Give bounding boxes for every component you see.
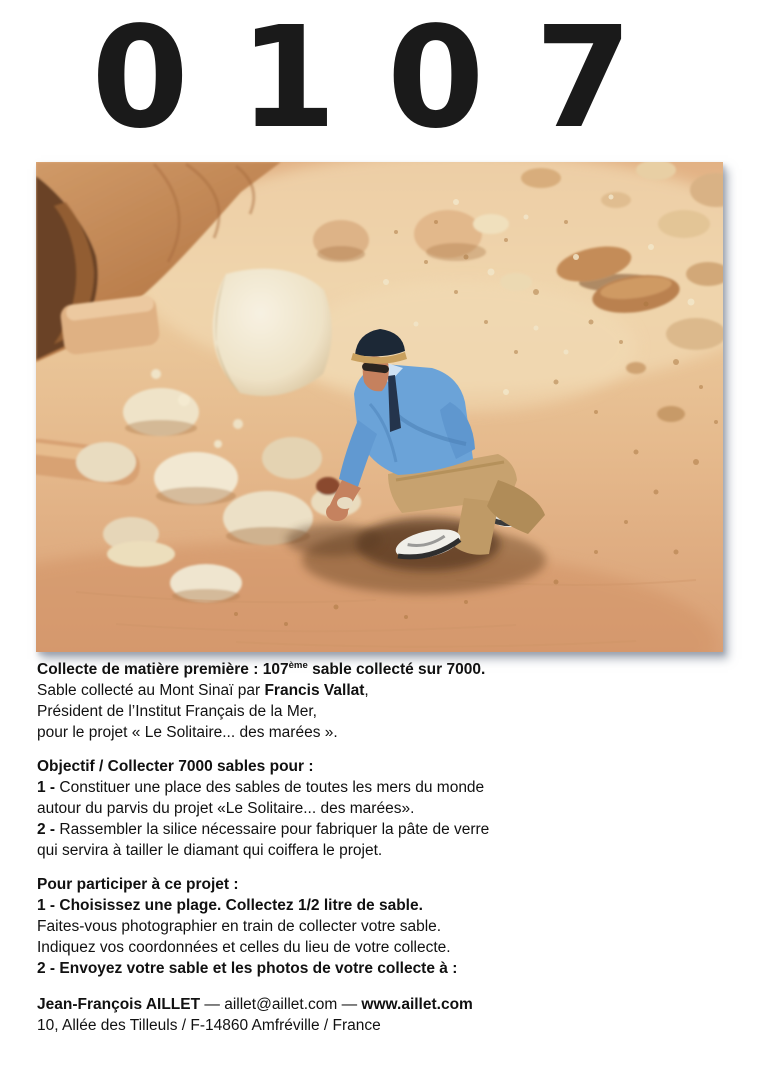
participate-step2: 2 - Envoyez votre sable et les photos de votre collecte à :	[37, 960, 458, 977]
objective-paragraph	[37, 756, 732, 861]
ordinal-superscript: ème	[288, 659, 308, 671]
participate-step1: 1 - Choisissez une plage. Collectez 1/2 litre de sable.	[37, 897, 423, 914]
intro-line2-text: Sable collecté au Mont Sinaï par	[37, 682, 265, 699]
contact-paragraph	[37, 994, 732, 1036]
intro-line1-text: Collecte de matière première : 107	[37, 661, 289, 678]
page-title: 0107	[91, 0, 683, 160]
collector-name: Francis Vallat	[264, 682, 365, 699]
project-name-line: pour le projet « Le Solitaire... des marées ».	[37, 724, 338, 741]
sand-sample	[337, 497, 353, 509]
intro-line2-end: ,	[364, 682, 369, 699]
objective-heading: Objectif / Collecter 7000 sables pour :	[37, 758, 314, 775]
figure-shadow-left	[286, 524, 382, 556]
flyer-text	[37, 659, 732, 1049]
objective-item1-number: 1 -	[37, 779, 56, 796]
participate-heading: Pour participer à ce projet :	[37, 876, 239, 893]
objective-item2-text: Rassembler la silice nécessaire pour fabriquer la pâte de verre	[55, 821, 490, 838]
objective-item1-text: Constituer une place des sables de toutes les mers du monde	[55, 779, 485, 796]
intro-line1-end: sable collecté sur 7000.	[307, 661, 486, 678]
intro-paragraph	[37, 659, 732, 743]
contact-email: aillet@aillet.com	[224, 996, 338, 1013]
contact-separator-1: —	[200, 996, 225, 1013]
contact-address: 10, Allée des Tilleuls / F-14860 Amfréville / France	[37, 1017, 381, 1034]
participate-line2: Faites-vous photographier en train de collecter votre sable.	[37, 918, 442, 935]
objective-item2-number: 2 -	[37, 821, 56, 838]
objective-item1-text2: autour du parvis du projet «Le Solitaire... des marées».	[37, 800, 415, 817]
sand-collection-photo	[36, 162, 723, 652]
contact-website: www.aillet.com	[361, 996, 473, 1013]
objective-item2-text2: qui servira à tailler le diamant qui coiffera le projet.	[37, 842, 383, 859]
collector-title: Président de l’Institut Français de la Mer,	[37, 703, 317, 720]
contact-separator-2: —	[337, 996, 362, 1013]
desert-photo-illustration	[36, 162, 723, 652]
sand-mid-highlight	[296, 282, 636, 412]
participate-line3: Indiquez vos coordonnées et celles du lieu de votre collecte.	[37, 939, 451, 956]
participate-paragraph	[37, 874, 732, 979]
contact-name: Jean-François AILLET	[37, 996, 201, 1013]
